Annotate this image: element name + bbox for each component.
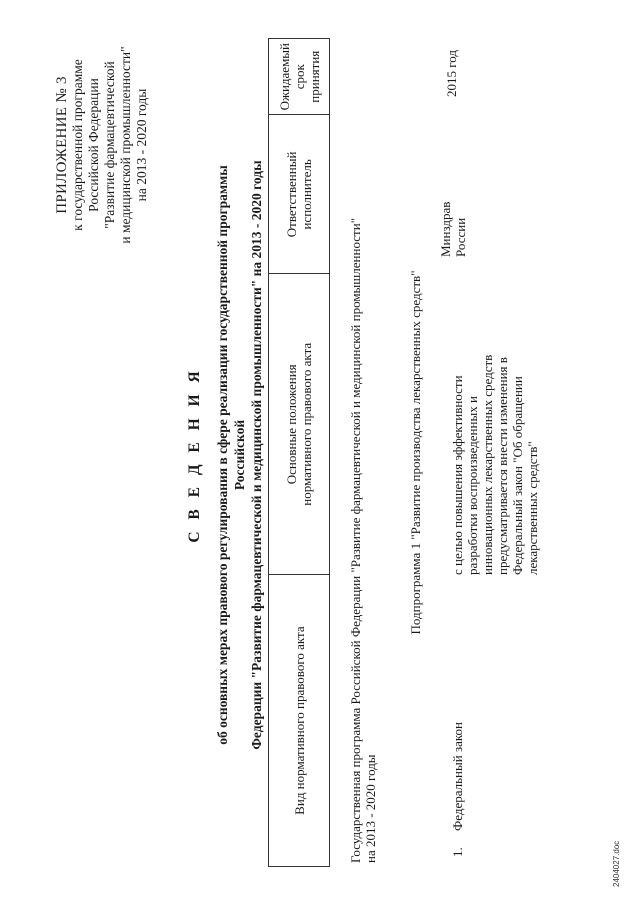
program-title <box>348 33 378 863</box>
header-col-executor-line-2: исполнитель <box>299 159 314 230</box>
appendix-title: ПРИЛОЖЕНИЕ № 3 <box>54 76 70 214</box>
row-provisions-line-6: лекарственных средств" <box>525 441 540 575</box>
document-title: С В Е Д Е Н И Я <box>186 367 203 543</box>
header-col-act-type-label: Вид нормативного правового акта <box>291 626 307 815</box>
header-col-act-type <box>269 575 330 867</box>
appendix-line-1: к государственной программе <box>70 59 85 231</box>
footer-file-code: 2404027.doc <box>612 840 621 887</box>
table-header <box>268 38 330 867</box>
program-title-line-2: на 2013 - 2020 годы <box>363 754 378 863</box>
appendix-block <box>54 5 150 285</box>
header-col-executor-line-1: Ответственный <box>284 151 299 238</box>
row-provisions-line-5: Федеральный закон "Об обращении <box>510 376 525 575</box>
header-col-deadline-line-2: срок <box>291 64 307 90</box>
row-executor-line-2: России <box>453 217 468 257</box>
appendix-line-3: "Развитие фармацевтической <box>102 61 117 229</box>
header-col-deadline-line-3: принятия <box>306 50 322 103</box>
row-provisions-line-4: предусматривается внести изменения в <box>495 357 510 575</box>
row-provisions-line-1: с целью повышения эффективности <box>450 375 465 575</box>
document-subtitle-line-1: об основных мерах правового регулирования в сфере реализации государственной программы Российской <box>215 165 247 745</box>
header-col-deadline <box>269 39 330 115</box>
subprogram-title: Подпрограмма 1 "Развитие производства лекарственных средств" <box>408 270 423 635</box>
document-subtitle-line-2: Федерации "Развитие фармацевтической и медицинской промышленности" на 2013 - 2020 годы <box>249 160 264 750</box>
row-act-type: Федеральный закон <box>450 722 465 831</box>
header-col-executor <box>269 115 330 274</box>
document-heading <box>186 155 265 755</box>
header-col-provisions <box>269 274 330 575</box>
row-executor <box>438 137 468 257</box>
row-executor-line-1: Минздрав <box>438 201 453 257</box>
program-title-line-1: Государственная программа Российской Федерации "Развитие фармацевтической и медицинской промышленности" <box>348 217 363 863</box>
row-provisions <box>450 275 540 575</box>
row-deadline: 2015 год <box>444 50 459 97</box>
appendix-line-5: на 2013 - 2020 годы <box>134 88 149 202</box>
table-row <box>436 11 546 871</box>
header-col-deadline-line-1: Ожидаемый <box>276 43 292 111</box>
row-provisions-line-2: разработки воспроизведенных и <box>465 396 480 575</box>
header-col-provisions-line-2: нормативного правового акта <box>299 342 314 506</box>
appendix-line-2: Российской Федерации <box>86 78 101 212</box>
appendix-line-4: и медицинской промышленности" <box>118 46 133 244</box>
header-col-provisions-line-1: Основные положения <box>284 364 299 485</box>
row-number: 1. <box>450 847 465 857</box>
row-provisions-line-3: инновационных лекарственных средств <box>480 354 495 575</box>
